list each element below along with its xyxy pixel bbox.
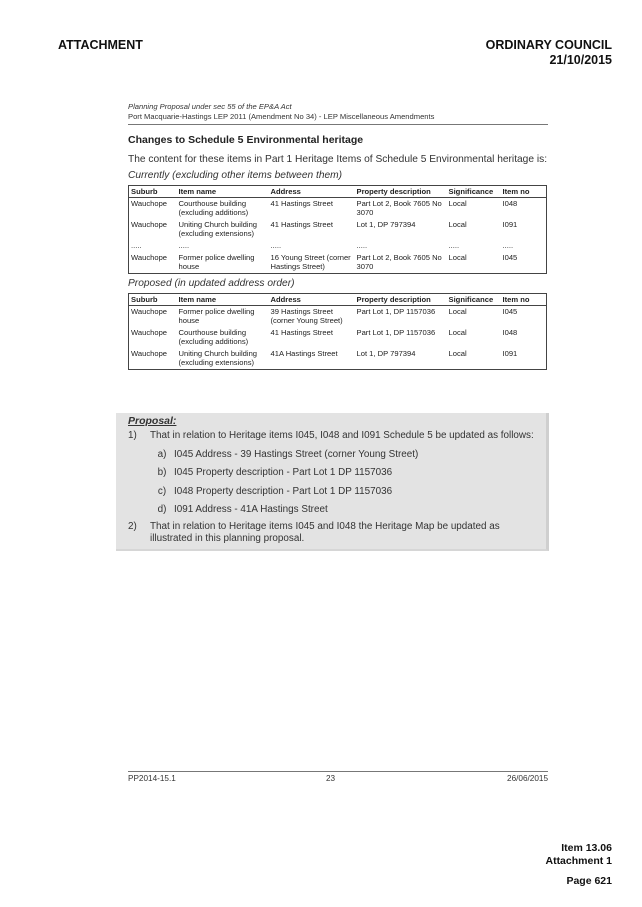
column-header: Suburb [129,294,177,306]
meeting-name: ORDINARY COUNCIL [485,38,612,52]
page-number: 23 [326,774,336,783]
table-cell: Uniting Church building (excluding extensions) [178,349,258,367]
proposed-items-table [128,293,547,370]
column-header: Address [269,186,355,198]
table-cell: Wauchope [131,220,168,229]
header-rule [128,124,548,125]
item-text: That in relation to Heritage items I045, I048 and I091 Schedule 5 be updated as follows: [150,430,534,441]
table-cell: ..... [356,241,368,250]
column-header: Item no [501,294,547,306]
table-cell: Local [448,349,467,358]
table-cell: Former police dwelling house [178,253,255,271]
column-header: Item no [501,186,547,198]
table-cell: Local [448,220,467,229]
table-cell: Part Lot 1, DP 1157036 [356,307,436,316]
table-cell: Local [448,199,467,208]
subitem-text: I045 Address - 39 Hastings Street (corner Young Street) [174,448,419,460]
subitem-letter: c) [157,485,167,497]
subitem-text: I091 Address - 41A Hastings Street [174,504,328,515]
current-caption: Currently (excluding other items between them) [128,170,343,181]
running-head [128,102,548,121]
proposal-subitem [150,449,540,462]
table-header-row [129,186,547,198]
table-cell: I091 [502,349,518,358]
table-cell: ..... [448,241,460,250]
table-row [129,198,547,220]
proposal-section [128,415,540,546]
table-row [129,348,547,370]
table-cell: Courthouse building (excluding additions) [178,199,249,217]
agenda-page-number: Page 621 [566,875,612,887]
subitem-letter: d) [157,504,167,515]
table-cell: I045 [502,253,518,262]
table-cell: 41 Hastings Street [270,220,333,229]
column-header: Property description [355,294,447,306]
proposal-item [128,430,540,443]
table-cell: I045 [502,307,518,316]
table-cell: ..... [178,241,190,250]
table-cell: Wauchope [131,349,168,358]
table-row [129,219,547,240]
page-footer [128,771,548,783]
attachment-label: ATTACHMENT [58,38,143,52]
proposal-title: Proposal: [128,415,177,427]
table-cell: ..... [131,241,142,250]
table-cell: 41 Hastings Street [270,199,333,208]
proposal-item [128,521,540,546]
running-head-line1: Planning Proposal under sec 55 of the EP&A Act [128,102,292,111]
table-cell: Wauchope [131,328,168,337]
table-header-row [129,294,547,306]
section-title: Changes to Schedule 5 Environmental heritage [128,134,364,146]
column-header: Address [269,294,355,306]
item-number: 1) [128,430,137,441]
table-cell: 16 Young Street (corner Hastings Street) [270,253,351,271]
intro-paragraph: The content for these items in Part 1 Heritage Items of Schedule 5 Environmental heritage is: [128,154,548,165]
table-cell: Courthouse building (excluding additions) [178,328,249,346]
table-row [129,252,547,274]
table-cell: Wauchope [131,199,168,208]
column-header: Suburb [129,186,177,198]
current-items-table [128,185,547,274]
table-cell: ..... [502,241,514,250]
footer-date: 26/06/2015 [507,774,548,783]
table-row [129,306,547,328]
meeting-date: 21/10/2015 [549,53,612,67]
table-row [129,327,547,348]
table-cell: I091 [502,220,518,229]
subitem-text: I045 Property description - Part Lot 1 DP 1157036 [174,467,393,478]
table-cell: Wauchope [131,307,168,316]
table-cell: Lot 1, DP 797394 [356,349,416,358]
item-number-label: Item 13.06 [561,842,612,854]
column-header: Property description [355,186,447,198]
table-cell: Local [448,307,467,316]
attachment-number-label: Attachment 1 [545,855,612,867]
subitem-letter: a) [157,448,167,460]
document-page [128,102,548,370]
item-text: That in relation to Heritage items I045 and I048 the Heritage Map be updated as illustrated in this planning proposal. [150,520,500,544]
table-cell: Uniting Church building (excluding extensions) [178,220,258,238]
table-cell: Local [448,328,467,337]
subitem-letter: b) [157,467,167,478]
table-cell: Lot 1, DP 797394 [356,220,416,229]
column-header: Item name [177,294,269,306]
table-cell: I048 [502,199,518,208]
column-header: Item name [177,186,269,198]
table-cell: Wauchope [131,253,168,262]
subitem-text: I048 Property description - Part Lot 1 DP 1157036 [174,485,393,497]
running-head-line2: Port Macquarie-Hastings LEP 2011 (Amendment No 34) - LEP Miscellaneous Amendments [128,111,435,121]
proposal-subitem [150,467,540,480]
table-cell: ..... [270,241,282,250]
table-cell: 41A Hastings Street [270,349,338,358]
table-cell: Part Lot 2, Book 7605 No 3070 [356,253,442,271]
table-cell: Local [448,253,467,262]
table-cell: I048 [502,328,518,337]
table-cell: Former police dwelling house [178,307,255,325]
table-cell: Part Lot 2, Book 7605 No 3070 [356,199,442,217]
item-number: 2) [128,520,137,532]
table-cell: Part Lot 1, DP 1157036 [356,328,436,337]
attachment-reference [545,842,612,888]
meeting-header [486,38,612,68]
column-header: Significance [447,294,501,306]
proposal-subitem [150,504,540,517]
proposed-caption: Proposed (in updated address order) [128,278,295,289]
table-cell: 39 Hastings Street (corner Young Street) [270,307,343,325]
table-cell: 41 Hastings Street [270,328,333,337]
proposal-subitem [150,486,540,499]
table-row [129,240,547,252]
document-reference: PP2014-15.1 [128,774,176,783]
column-header: Significance [447,186,501,198]
